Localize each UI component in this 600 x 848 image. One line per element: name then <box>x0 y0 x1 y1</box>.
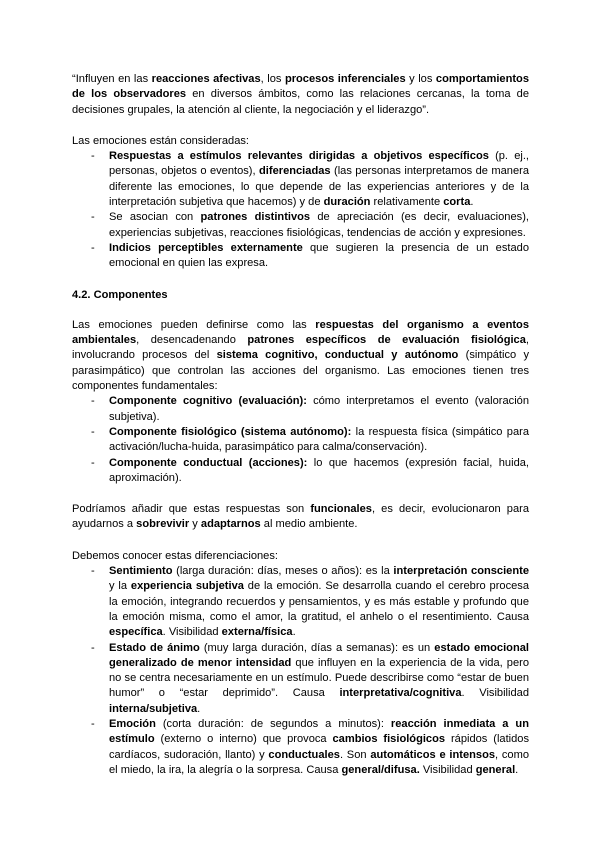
bold-text: corta <box>443 196 471 209</box>
text-run: Se asocian con <box>109 211 201 224</box>
bullet-dash: - <box>91 150 95 163</box>
text-run: cómo interpretamos el evento (valoración subjetiva). <box>109 395 529 423</box>
list-item <box>72 564 529 640</box>
bold-text: interna/subjetiva <box>109 702 198 715</box>
bold-text: Componente conductual (acciones): <box>109 456 308 469</box>
bold-text: Componente fisiológico (sistema autónomo): <box>109 425 352 438</box>
text-run: de la emoción. Se desarrolla cuando el cerebro procesa la emoción, integrando recuerdos y pensamientos, y es más estable y profundo que la emoción misma, como el amor, la gratitud, el anhelo o el resentimiento. Causa <box>109 580 530 623</box>
text-run: . Son <box>339 748 371 761</box>
bold-text: Respuestas a estímulos relevantes dirigidas a objetivos específicos <box>109 150 489 163</box>
bold-text: interpretación consciente <box>393 565 529 578</box>
bullet-dash: - <box>91 241 95 254</box>
bold-text: reacción inmediata a un estímulo <box>109 717 529 746</box>
document-page <box>72 72 529 778</box>
text-run: la respuesta física (simpático para activación/lucha-huida, parasimpático para calma/conservación). <box>109 425 529 454</box>
list-item <box>72 456 529 487</box>
list-item-text <box>109 150 529 208</box>
text-run: (las personas interpretamos de manera diferente las emociones, lo que depende de las experiencias anteriores y de la interpretación subjetiva que hacemos) y de <box>109 165 530 209</box>
text-run: y <box>189 518 201 531</box>
bold-text: patrones específicos de evaluación fisiológica <box>247 334 526 347</box>
differences-list <box>72 564 529 778</box>
list-item <box>72 241 529 272</box>
bold-text: funcionales <box>310 503 372 516</box>
bold-text: Componente cognitivo (evaluación): <box>109 395 307 408</box>
bold-text: interpretativa/cognitiva <box>339 687 462 700</box>
bold-text: patrones distintivos <box>200 211 311 224</box>
text-run: (larga duración: días, meses o años): es la <box>172 565 394 578</box>
bold-text: Emoción <box>109 717 156 730</box>
text-run: . Visibilidad <box>461 687 529 700</box>
bold-text: general/difusa. <box>341 763 420 776</box>
bold-text: automáticos e intensos <box>370 748 496 761</box>
bold-text: duración <box>323 196 371 209</box>
list-item <box>72 717 529 778</box>
considered-list <box>72 149 529 271</box>
bullet-dash: - <box>91 395 95 408</box>
bold-text: Sentimiento <box>109 565 173 578</box>
text-run: (muy larga duración, días a semanas): es un <box>199 641 435 654</box>
bold-text: Estado de ánimo <box>109 641 200 654</box>
text-run: , como el miedo, la ira, la alegría o la sorpresa. Causa <box>109 748 530 776</box>
text-run: (corta duración: de segundos a minutos): <box>155 717 391 730</box>
text-run: (simpático y parasimpático) que controlan las acciones del organismo. Las emociones tienen tres componentes fundamentales: <box>72 349 529 393</box>
bold-text: externa/física <box>221 626 293 639</box>
list-item <box>72 425 529 456</box>
bullet-dash: - <box>91 641 95 654</box>
text-run: que sugieren la presencia de un estado emocional en quien las expresa. <box>109 241 529 270</box>
text-run: (externo o interno) que provoca <box>154 733 333 746</box>
text-run: (p. ej., personas, objetos o eventos), <box>109 150 529 178</box>
components-list <box>72 394 529 486</box>
bullet-dash: - <box>91 717 95 730</box>
list-item <box>72 394 529 425</box>
text-run: al medio ambiente. <box>260 518 358 531</box>
bullet-dash: - <box>91 425 95 438</box>
text-run: de apreciación (es decir, evaluaciones), experiencias subjetivas, reacciones fisiológicas, tendencias de acción y expresiones. <box>109 211 529 239</box>
text-run: , involucrando procesos del <box>72 334 529 362</box>
bold-text: estado emocional generalizado de menor intensidad <box>109 641 529 669</box>
components-intro <box>72 318 529 394</box>
text-run: . <box>470 196 474 209</box>
text-run: , es decir, evolucionaron para ayudarnos a <box>72 503 529 531</box>
text-run: que influyen en la experiencia de la vida, pero no se centra necesariamente en un estímulo. Puede describirse como “estar de buen humor” o “estar deprimido”. Causa <box>109 656 530 700</box>
list-item-text <box>109 211 529 238</box>
bold-text: conductuales <box>268 748 340 761</box>
text-run: . Visibilidad <box>162 626 222 639</box>
bold-text: reacciones afectivas <box>151 73 261 85</box>
bold-text: sistema cognitivo, conductual y autónomo <box>216 349 459 362</box>
bold-text: adaptarnos <box>200 518 261 531</box>
list-item-text <box>109 395 529 422</box>
list-item-text <box>109 642 529 715</box>
bold-text: Indicios perceptibles externamente <box>109 241 303 254</box>
list-item-text <box>109 242 529 269</box>
bold-text: diferenciadas <box>259 165 331 178</box>
list-item <box>72 210 529 241</box>
list-item <box>72 641 529 717</box>
text-run: rápidos (latidos cardíacos, sudoración, llanto) y <box>109 733 530 761</box>
text-run: Visibilidad <box>419 763 476 776</box>
bold-text: cambios fisiológicos <box>332 733 446 746</box>
differences-intro: Debemos conocer estas diferenciaciones: <box>72 549 278 562</box>
list-item-text <box>109 426 529 453</box>
list-item-text <box>109 457 529 484</box>
bold-text: sobrevivir <box>136 518 190 531</box>
bullet-dash: - <box>91 456 95 469</box>
functional-paragraph <box>72 502 529 533</box>
bold-text: comportamientos de los observadores <box>72 73 529 101</box>
list-item-text <box>109 718 529 776</box>
quote-paragraph <box>72 72 529 118</box>
text-run: y los <box>405 73 436 85</box>
considered-intro: Las emociones están consideradas: <box>72 134 249 147</box>
text-run: . <box>197 702 201 715</box>
bullet-dash: - <box>91 565 95 578</box>
list-item-text <box>109 565 529 638</box>
bold-text: respuestas del organismo a eventos ambientales <box>72 318 529 347</box>
bullet-dash: - <box>91 211 95 224</box>
list-item <box>72 149 529 210</box>
text-run: . <box>515 763 519 776</box>
text-run: y la <box>109 580 131 593</box>
text-run: . <box>292 626 296 639</box>
text-run: “Influyen en las <box>72 73 152 85</box>
text-run: Podríamos añadir que estas respuestas son <box>72 503 311 516</box>
text-run: en diversos ámbitos, como las relaciones cercanas, la toma de decisiones grupales, la atención al cliente, la negociación y el liderazgo”. <box>72 88 529 116</box>
section-heading: 4.2. Componentes <box>72 288 168 301</box>
bold-text: procesos inferenciales <box>284 73 406 85</box>
text-run: lo que hacemos (expresión facial, huida, aproximación). <box>109 456 529 484</box>
bold-text: específica <box>109 626 163 639</box>
text-run: , desencadenando <box>136 334 248 347</box>
text-run: relativamente <box>370 196 444 209</box>
bold-text: general <box>475 763 516 776</box>
bold-text: experiencia subjetiva <box>130 580 244 593</box>
text-run: , los <box>260 73 285 85</box>
text-run: Las emociones pueden definirse como las <box>72 318 316 331</box>
